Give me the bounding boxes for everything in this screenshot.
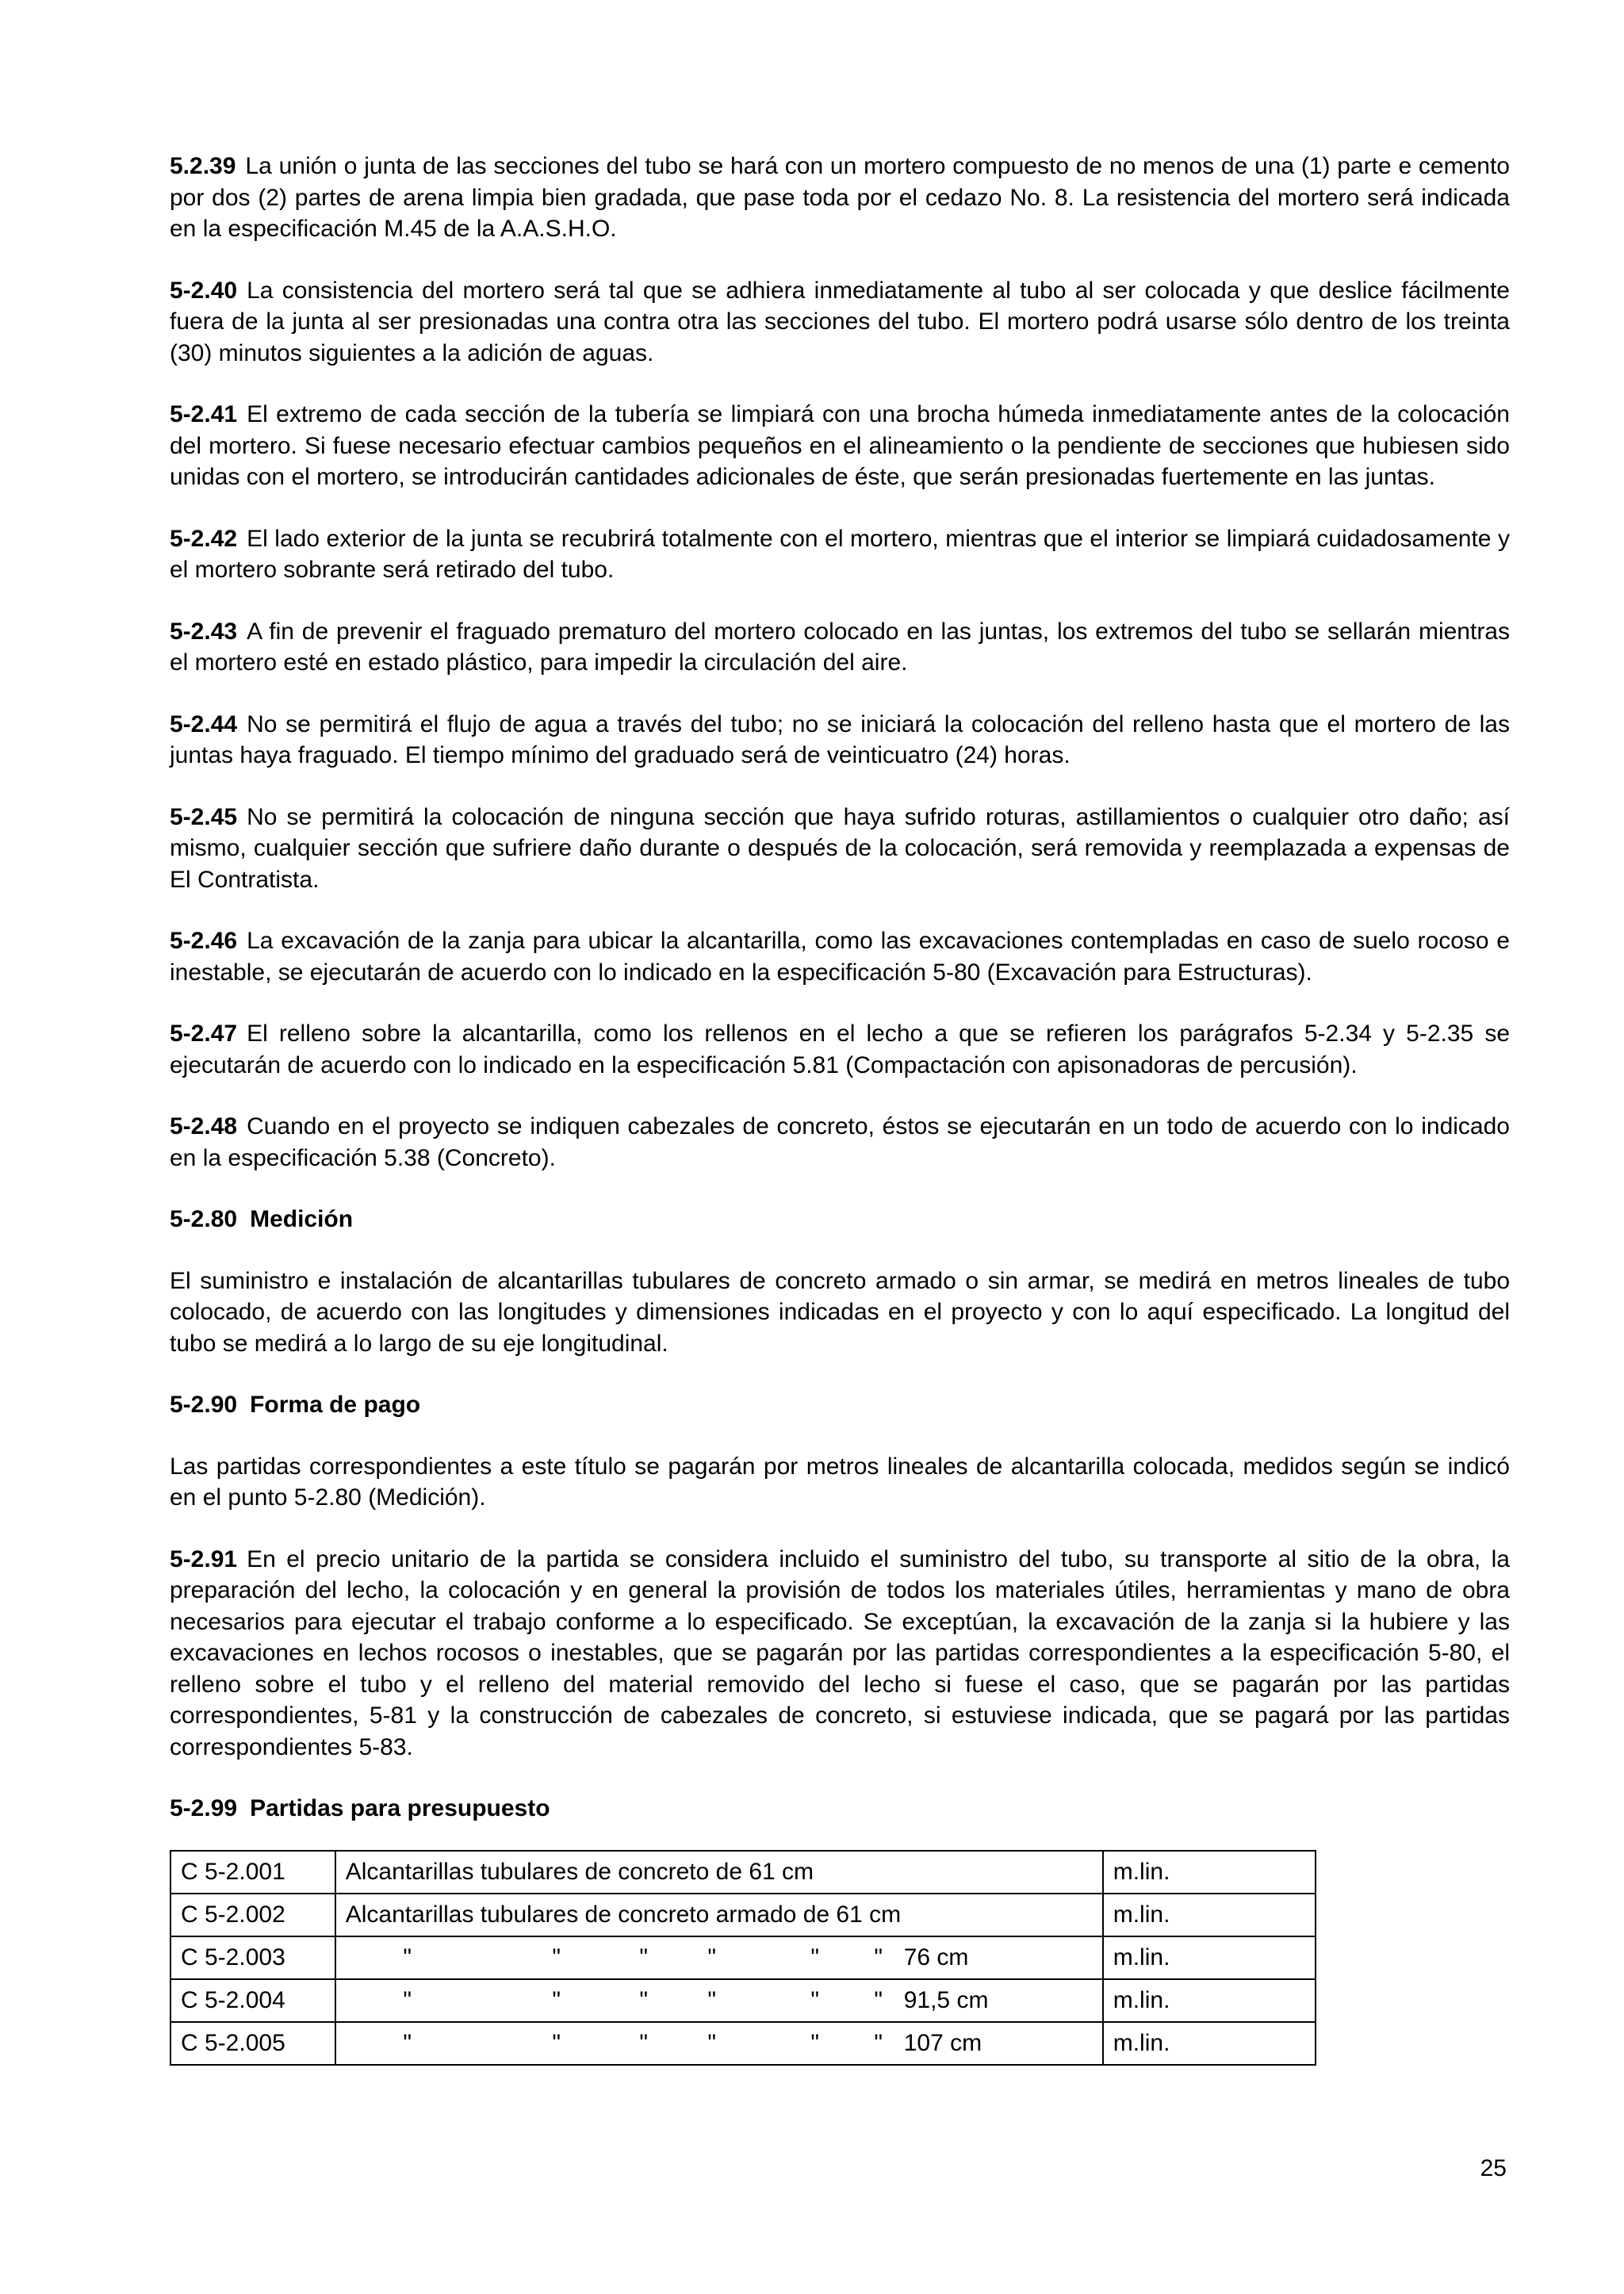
- clause-text: El lado exterior de la junta se recubrirá totalmente con el mortero, mientras que el interior se limpiará cuidadosamente y el mortero sobrante será retirado del tubo.: [170, 525, 1510, 583]
- ditto-mark: ": [639, 1944, 649, 1970]
- ditto-mark: ": [874, 1944, 883, 1970]
- clause-text: La excavación de la zanja para ubicar la alcantarilla, como las excavaciones contempladas en caso de suelo rocoso e inestable, se ejecutarán de acuerdo con lo indicado en la especificación 5-80 (Excavación para Estructuras).: [170, 928, 1510, 986]
- section-heading-presupuesto: [170, 1793, 1510, 1825]
- item-description-ditto: [335, 1936, 1103, 1979]
- clause-number: 5.2.39: [170, 153, 236, 179]
- item-unit: m.lin.: [1103, 1936, 1316, 1979]
- item-code: C 5-2.003: [170, 1936, 335, 1979]
- ditto-mark: ": [403, 1986, 412, 2013]
- item-description: Alcantarillas tubulares de concreto de 61 cm: [335, 1851, 1103, 1894]
- item-code: C 5-2.001: [170, 1851, 335, 1894]
- item-unit: m.lin.: [1103, 2022, 1316, 2065]
- paragraph-5-2-39: [170, 151, 1510, 245]
- paragraph-5-2-43: [170, 616, 1510, 679]
- table-row: [170, 1894, 1316, 1936]
- clause-number: 5-2.48: [170, 1113, 238, 1139]
- ditto-mark: ": [403, 1944, 412, 1970]
- table-row: [170, 1979, 1316, 2022]
- clause-number: 5-2.42: [170, 525, 238, 552]
- paragraph-5-2-41: [170, 399, 1510, 493]
- section-heading-medicion: [170, 1204, 1510, 1235]
- item-unit: m.lin.: [1103, 1851, 1316, 1894]
- item-description-ditto: [335, 2022, 1103, 2065]
- paragraph-5-2-40: [170, 275, 1510, 370]
- ditto-mark: ": [810, 1986, 820, 2013]
- item-code: C 5-2.002: [170, 1894, 335, 1936]
- paragraph-5-2-45: [170, 802, 1510, 896]
- clause-number: 5-2.44: [170, 710, 238, 737]
- clause-text: El relleno sobre la alcantarilla, como los rellenos en el lecho a que se refieren los parágrafos 5-2.34 y 5-2.35 se ejecutarán de acuerdo con lo indicado en la especificación 5.81 (Compactación con apisonadoras de percusión).: [170, 1021, 1510, 1078]
- clause-number: 5-2.45: [170, 803, 238, 830]
- item-description-ditto: [335, 1979, 1103, 2022]
- section-number: 5-2.99: [170, 1795, 238, 1821]
- clause-number: 5-2.91: [170, 1545, 238, 1572]
- section-title: Partidas para presupuesto: [250, 1795, 550, 1821]
- ditto-mark: ": [552, 1944, 561, 1970]
- page-number: 25: [1480, 2155, 1507, 2181]
- paragraph-forma-de-pago: Las partidas correspondientes a este título se pagarán por metros lineales de alcantarilla colocada, medidos según se indicó en el punto 5-2.80 (Medición).: [170, 1453, 1510, 1511]
- section-title: Forma de pago: [250, 1392, 421, 1418]
- clause-text: Cuando en el proyecto se indiquen cabezales de concreto, éstos se ejecutarán en un todo de acuerdo con lo indicado en la especificación 5.38 (Concreto).: [170, 1113, 1510, 1171]
- item-code: C 5-2.005: [170, 2022, 335, 2065]
- table-row: [170, 1936, 1316, 1979]
- paragraph-5-2-48: [170, 1111, 1510, 1174]
- item-size: 107 cm: [903, 2029, 982, 2056]
- clause-text: A fin de prevenir el fraguado prematuro del mortero colocado en las juntas, los extremos del tubo se sellarán mientras el mortero esté en estado plástico, para impedir la circulación del aire.: [170, 618, 1510, 676]
- clause-number: 5-2.40: [170, 277, 238, 304]
- item-size: 91,5 cm: [903, 1986, 989, 2013]
- clause-text: La consistencia del mortero será tal que se adhiera inmediatamente al tubo al ser colocada y que deslice fácilmente fuera de la junta al ser presionadas una contra otra las secciones del tubo. El mortero podrá usarse sólo dentro de los treinta (30) minutos siguientes a la adición de aguas.: [170, 277, 1510, 366]
- ditto-mark: ": [707, 2029, 717, 2056]
- table-row: [170, 1851, 1316, 1894]
- item-unit: m.lin.: [1103, 1979, 1316, 2022]
- ditto-mark: ": [810, 2029, 820, 2056]
- item-size: 76 cm: [903, 1944, 969, 1970]
- ditto-mark: ": [552, 1986, 561, 2013]
- paragraph-5-2-47: [170, 1018, 1510, 1081]
- section-number: 5-2.80: [170, 1206, 238, 1232]
- ditto-mark: ": [874, 1986, 883, 2013]
- ditto-mark: ": [810, 1944, 820, 1970]
- clause-text: La unión o junta de las secciones del tubo se hará con un mortero compuesto de no menos de una (1) parte e cemento por dos (2) partes de arena limpia bien gradada, que pase toda por el cedazo No. 8. La resistencia del mortero será indicada en la especificación M.45 de la A.A.S.H.O.: [170, 153, 1510, 242]
- ditto-mark: ": [707, 1986, 717, 2013]
- paragraph-medicion: El suministro e instalación de alcantarillas tubulares de concreto armado o sin armar, se medirá en metros lineales de tubo colocado, de acuerdo con las longitudes y dimensiones indicadas en el proyecto y con lo aquí especificado. La longitud del tubo se medirá a lo largo de su eje longitudinal.: [170, 1267, 1510, 1357]
- section-number: 5-2.90: [170, 1392, 238, 1418]
- clause-number: 5-2.41: [170, 401, 238, 427]
- paragraph-5-2-42: [170, 523, 1510, 586]
- clause-number: 5-2.46: [170, 928, 238, 954]
- section-title: Medición: [250, 1206, 354, 1232]
- clause-text: No se permitirá el flujo de agua a través del tubo; no se iniciará la colocación del relleno hasta que el mortero de las juntas haya fraguado. El tiempo mínimo del graduado será de veinticuatro (24) horas.: [170, 710, 1510, 768]
- paragraph-5-2-46: [170, 925, 1510, 988]
- document-page: [170, 151, 1510, 2066]
- ditto-mark: ": [874, 2029, 883, 2056]
- item-code: C 5-2.004: [170, 1979, 335, 2022]
- section-heading-forma-de-pago: [170, 1389, 1510, 1421]
- paragraph-5-2-91: [170, 1544, 1510, 1764]
- clause-text: El extremo de cada sección de la tubería se limpiará con una brocha húmeda inmediatamente antes de la colocación del mortero. Si fuese necesario efectuar cambios pequeños en el alineamiento o la pendiente de secciones que hubiesen sido unidas con el mortero, se introducirán cantidades adicionales de éste, que serán presionadas fuertemente en las juntas.: [170, 401, 1510, 490]
- clause-text: No se permitirá la colocación de ninguna sección que haya sufrido roturas, astillamientos o cualquier otro daño; así mismo, cualquier sección que sufriere daño durante o después de la colocación, será removida y reemplazada a expensas de El Contratista.: [170, 803, 1510, 893]
- ditto-mark: ": [639, 1986, 649, 2013]
- ditto-mark: ": [403, 2029, 412, 2056]
- budget-items-table: [170, 1850, 1316, 2066]
- clause-number: 5-2.43: [170, 618, 238, 645]
- paragraph-5-2-44: [170, 709, 1510, 772]
- ditto-mark: ": [552, 2029, 561, 2056]
- item-unit: m.lin.: [1103, 1894, 1316, 1936]
- item-description: Alcantarillas tubulares de concreto armado de 61 cm: [335, 1894, 1103, 1936]
- ditto-mark: ": [639, 2029, 649, 2056]
- clause-text: En el precio unitario de la partida se considera incluido el suministro del tubo, su transporte al sitio de la obra, la preparación del lecho, la colocación y en general la provisión de todos los materiales útiles, herramientas y mano de obra necesarios para ejecutar el trabajo conforme a lo especificado. Se exceptúan, la excavación de la zanja si la hubiere y las excavaciones en lechos rocosos o inestables, que se pagarán por las partidas correspondientes a la especificación 5-80, el relleno sobre el tubo y el relleno del material removido del lecho si fuese el caso, que se pagarán por las partidas correspondientes, 5-81 y la construcción de cabezales de concreto, si estuviese indicada, que se pagará por las partidas correspondientes 5-83.: [170, 1545, 1510, 1760]
- ditto-mark: ": [707, 1944, 717, 1970]
- table-row: [170, 2022, 1316, 2065]
- clause-number: 5-2.47: [170, 1021, 238, 1047]
